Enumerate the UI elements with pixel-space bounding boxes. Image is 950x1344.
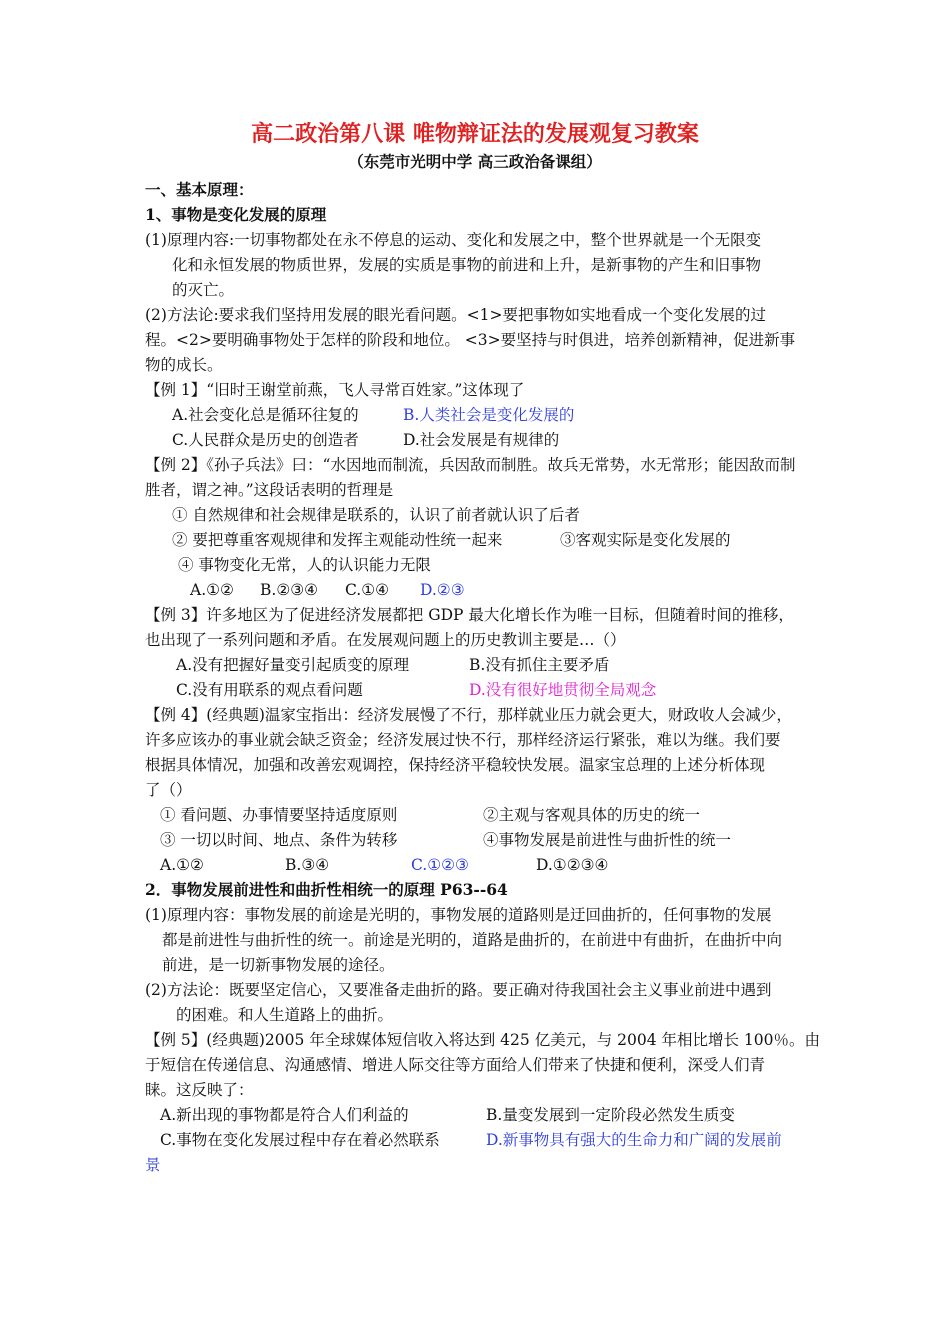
example1-option-a: A.社会变化总是循环往复的 (172, 406, 359, 424)
example1-option-b-answer: B.人类社会是变化发展的 (403, 406, 575, 424)
example2-option-d-answer: D.②③ (420, 581, 465, 599)
page-subtitle: （东莞市光明中学 高三政治备课组） (348, 152, 602, 171)
example4-statement-2: ②主观与客观具体的历史的统一 (483, 806, 701, 824)
example2-stem-line: 胜者，谓之神。”这段话表明的哲理是 (145, 481, 394, 499)
principle2-content-line: 都是前进性与曲折性的统一。前途是光明的，道路是曲折的，在前进中有曲折，在曲折中向 (162, 931, 783, 949)
example4-option-b: B.③④ (285, 856, 330, 874)
example5-stem-line: 睐。这反映了： (145, 1081, 254, 1099)
example4-stem-line: 了（） (145, 781, 192, 799)
example5-option-d-answer-wrap: 景 (145, 1156, 161, 1174)
example4-stem-line: 根据具体情况，加强和改善宏观调控，保持经济平稳较快发展。温家宝总理的上述分析体现 (145, 756, 766, 774)
example5-stem-line: 于短信在传递信息、沟通感情、增进人际交往等方面给人们带来了快捷和便利，深受人们青 (145, 1056, 766, 1074)
example2-option-c: C.①④ (345, 581, 390, 599)
example5-option-a: A.新出现的事物都是符合人们利益的 (160, 1106, 409, 1124)
example5-option-c: C.事物在变化发展过程中存在着必然联系 (160, 1131, 440, 1149)
principle2-content-line: 前进，是一切新事物发展的途径。 (162, 956, 395, 974)
example4-stem-line: 许多应该办的事业就会缺乏资金；经济发展过快不行，那样经济运行紧张，难以为继。我们要 (145, 731, 781, 749)
principle2-heading: 2．事物发展前进性和曲折性相统一的原理 P63--64 (145, 880, 508, 899)
example5-option-d-answer: D.新事物具有强大的生命力和广阔的发展前 (486, 1131, 782, 1149)
example2-statement-1: ① 自然规律和社会规律是联系的，认识了前者就认识了后者 (172, 506, 580, 524)
example4-option-d: D.①②③④ (536, 856, 609, 874)
example5-stem-line: 【例 5】(经典题)2005 年全球媒体短信收入将达到 425 亿美元，与 2004 年相比增长 100％。由 (145, 1031, 821, 1049)
example4-statement-4: ④事物发展是前进性与曲折性的统一 (483, 831, 732, 849)
example5-option-b: B.量变发展到一定阶段必然发生质变 (486, 1106, 735, 1124)
example2-statement-2: ② 要把尊重客观规律和发挥主观能动性统一起来 (172, 531, 503, 549)
principle2-method-line: 的困难。和人生道路上的曲折。 (176, 1006, 394, 1024)
example3-option-d-answer: D.没有很好地贯彻全局观念 (469, 681, 657, 699)
principle1-content-line: 的灭亡。 (172, 281, 235, 299)
example4-statement-3: ③ 一切以时间、地点、条件为转移 (160, 831, 398, 849)
principle2-content-line: (1)原理内容：事物发展的前途是光明的，事物发展的道路则是迂回曲折的，任何事物的发展 (145, 906, 772, 924)
page-title: 高二政治第八课 唯物辩证法的发展观复习教案 (251, 121, 699, 147)
example1-option-c: C.人民群众是历史的创造者 (172, 431, 359, 449)
example4-option-c-answer: C.①②③ (411, 856, 469, 874)
section-heading: 一、基本原理： (145, 180, 254, 199)
principle1-heading: 1、事物是变化发展的原理 (145, 205, 327, 224)
example3-option-b: B.没有抓住主要矛盾 (469, 656, 610, 674)
principle1-method-line: 物的成长。 (145, 356, 223, 374)
principle1-method-line: (2)方法论:要求我们坚持用发展的眼光看问题。<1>要把事物如实地看成一个变化发展的过 (145, 306, 767, 324)
principle2-method-line: (2)方法论：既要坚定信心，又要准备走曲折的路。要正确对待我国社会主义事业前进中遇到 (145, 981, 772, 999)
principle1-content-line: (1)原理内容:一切事物都处在永不停息的运动、变化和发展之中，整个世界就是一个无限变 (145, 231, 762, 249)
example3-option-c: C.没有用联系的观点看问题 (176, 681, 363, 699)
example2-stem-line: 【例 2】《孙子兵法》曰：“水因地而制流，兵因敌而制胜。故兵无常势，水无常形；能因敌而制 (145, 456, 796, 474)
example2-option-b: B.②③④ (260, 581, 319, 599)
principle1-method-line: 程。<2>要明确事物处于怎样的阶段和地位。 <3>要坚持与时俱进，培养创新精神，促进新事 (145, 331, 796, 349)
example3-stem-line: 也出现了一系列问题和矛盾。在发展观问题上的历史教训主要是…（） (145, 631, 626, 649)
example4-stem-line: 【例 4】(经典题)温家宝指出：经济发展慢了不行，那样就业压力就会更大，财政收人会减少， (145, 706, 792, 724)
example2-statement-3: ③客观实际是变化发展的 (560, 531, 731, 549)
example4-option-a: A.①② (160, 856, 204, 874)
example2-option-a: A.①② (190, 581, 234, 599)
principle1-content-line: 化和永恒发展的物质世界，发展的实质是事物的前进和上升，是新事物的产生和旧事物 (172, 256, 762, 274)
example2-statement-4: ④ 事物变化无常，人的认识能力无限 (178, 556, 431, 574)
example4-statement-1: ① 看问题、办事情要坚持适度原则 (160, 806, 398, 824)
example3-option-a: A.没有把握好量变引起质变的原理 (176, 656, 410, 674)
example1-stem: 【例 1】“旧时王谢堂前燕，飞人寻常百姓家。”这体现了 (145, 381, 525, 399)
example1-option-d: D.社会发展是有规律的 (403, 431, 560, 449)
example3-stem-line: 【例 3】许多地区为了促进经济发展都把 GDP 最大化增长作为唯一目标，但随着时间的推移， (145, 606, 794, 624)
